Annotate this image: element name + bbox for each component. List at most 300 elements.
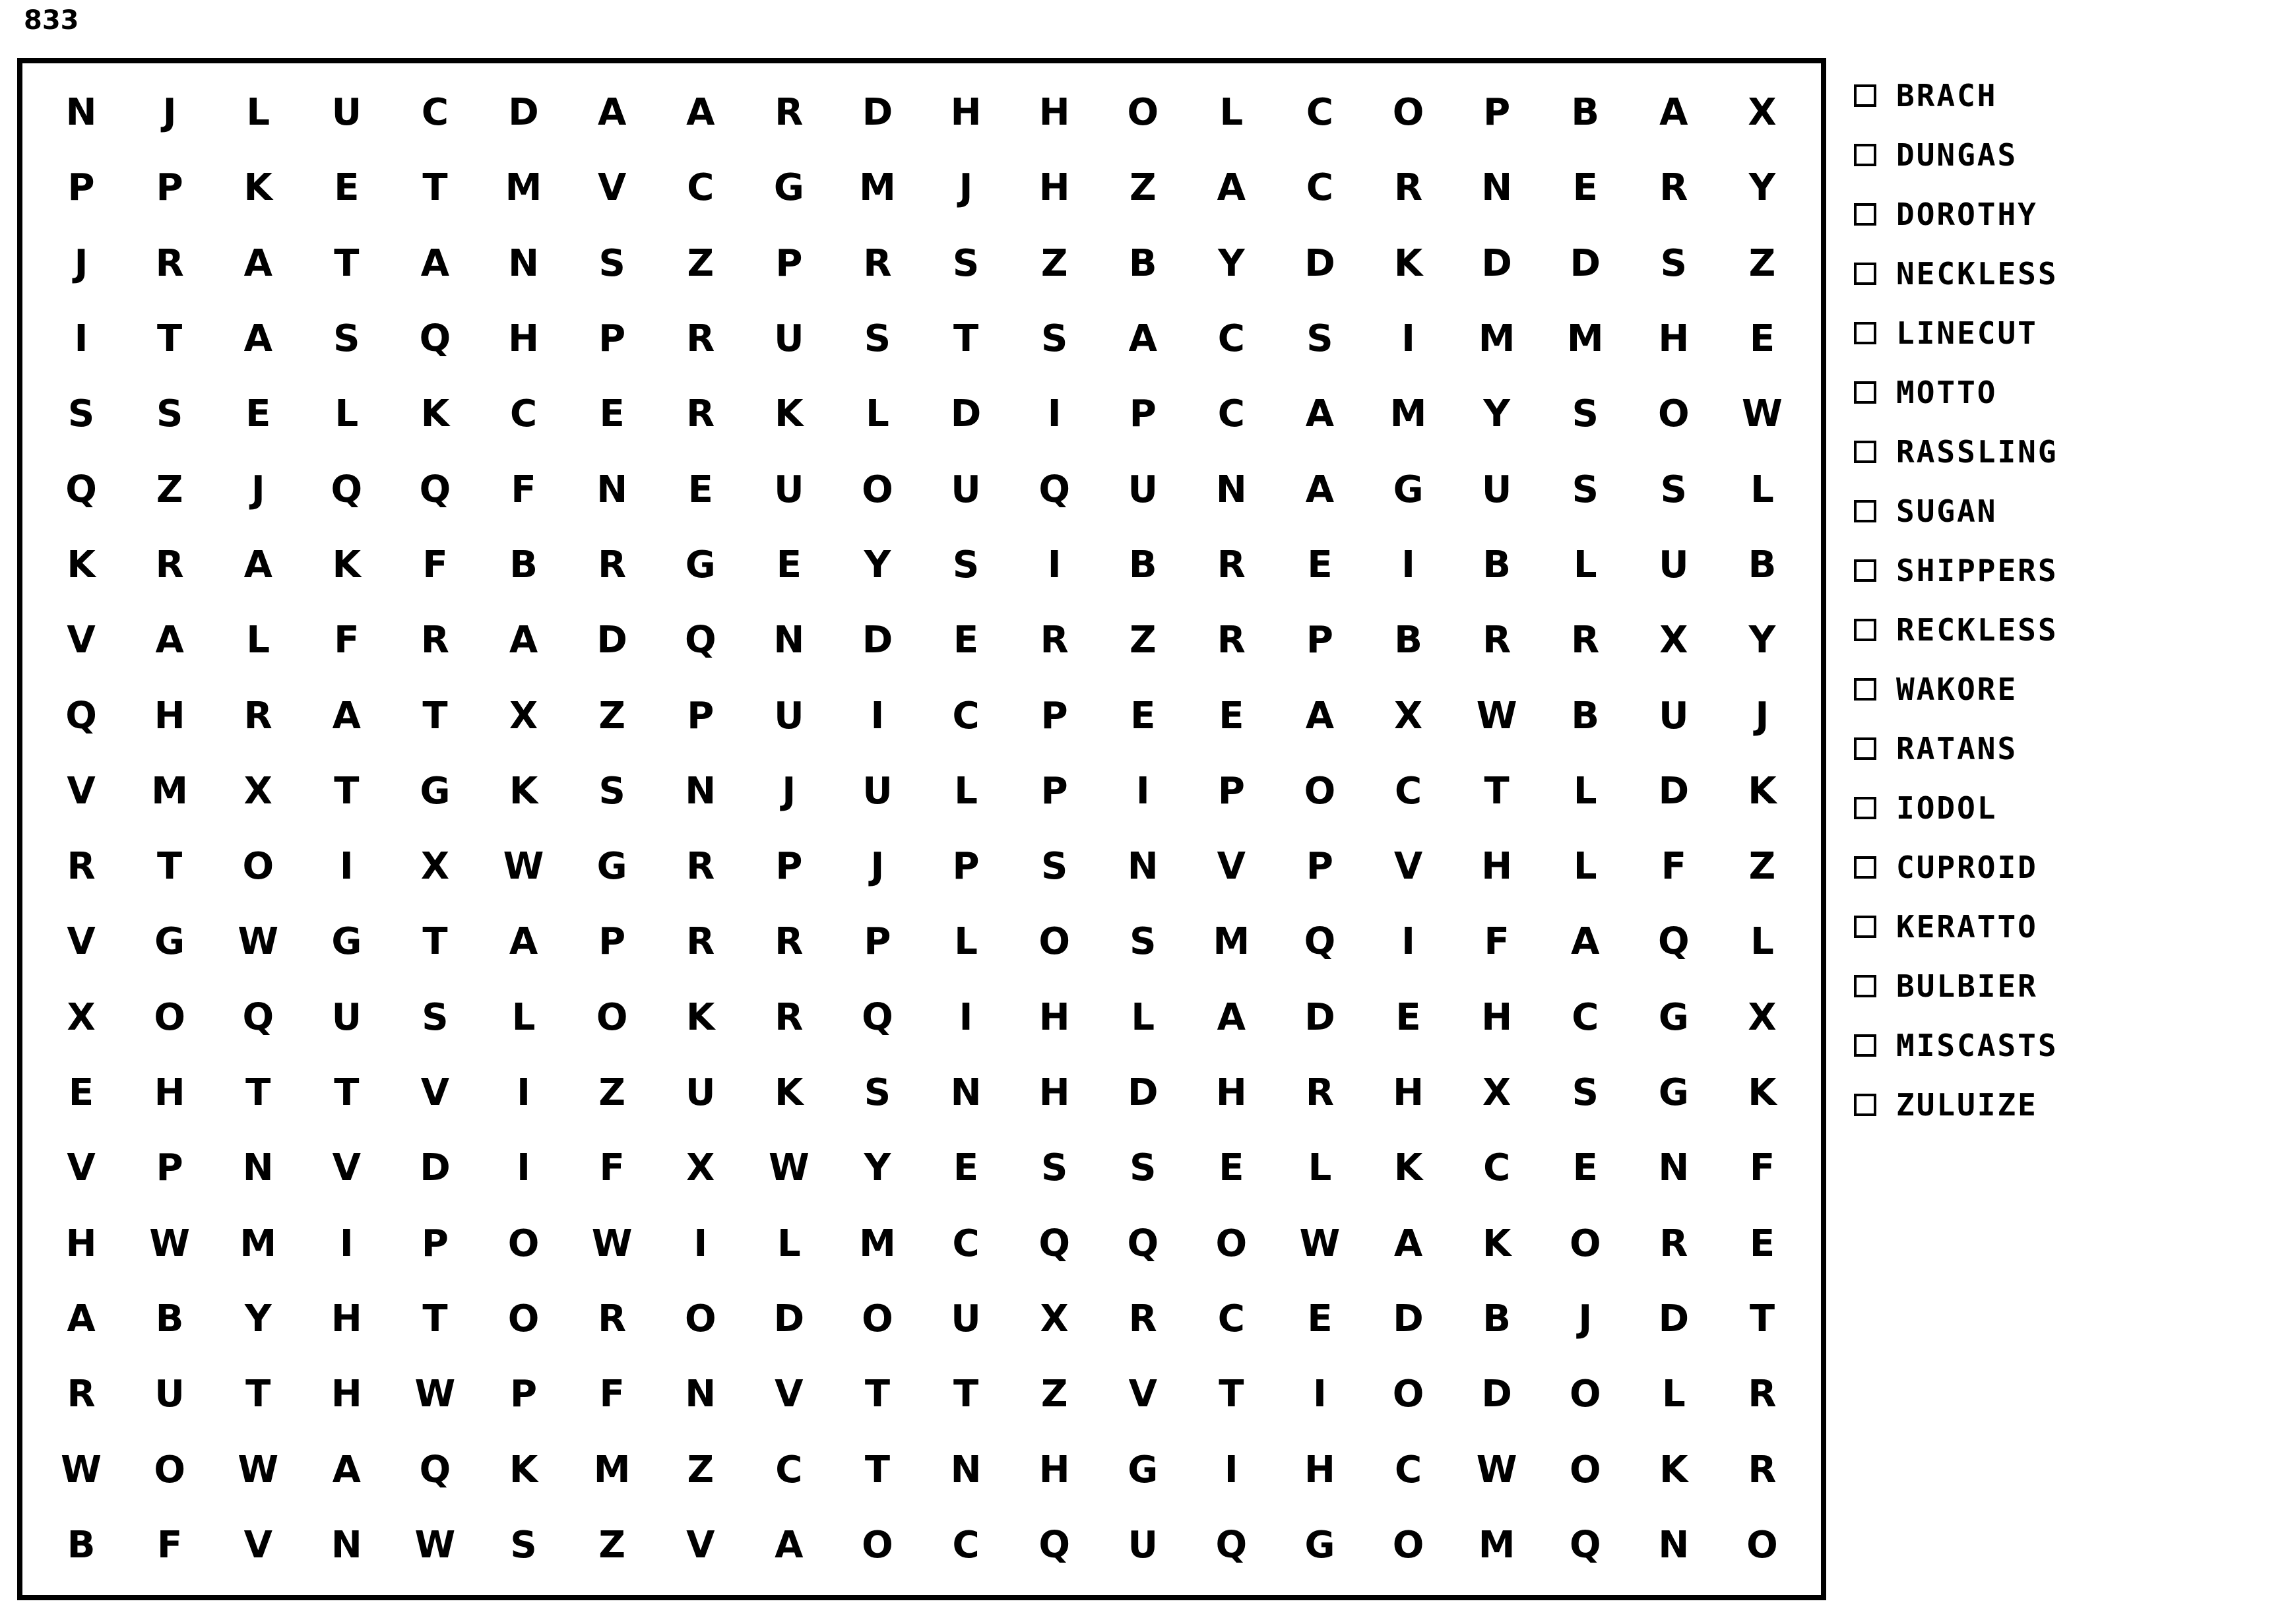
grid-letter[interactable]: O — [1392, 1523, 1424, 1567]
grid-letter[interactable]: R — [1393, 166, 1423, 210]
grid-letter[interactable]: Z — [598, 1523, 625, 1567]
checkbox-icon[interactable] — [1854, 797, 1876, 819]
word-list-item[interactable] — [1854, 363, 2263, 422]
grid-letter[interactable]: Q — [242, 995, 274, 1039]
grid-letter[interactable]: X — [1748, 995, 1777, 1039]
grid-letter[interactable]: H — [508, 317, 539, 361]
grid-letter[interactable]: K — [686, 995, 715, 1039]
grid-letter[interactable]: N — [65, 91, 97, 135]
grid-letter[interactable]: I — [959, 995, 973, 1039]
grid-letter[interactable]: Q — [419, 468, 451, 511]
grid-letter[interactable]: B — [1482, 543, 1511, 586]
grid-letter[interactable]: U — [154, 1373, 185, 1416]
grid-letter[interactable]: D — [1393, 1297, 1424, 1340]
grid-letter[interactable]: T — [334, 769, 360, 813]
grid-letter[interactable]: Y — [1218, 241, 1245, 285]
checkbox-icon[interactable] — [1854, 322, 1876, 344]
grid-letter[interactable]: I — [339, 845, 354, 889]
grid-letter[interactable]: F — [511, 468, 536, 511]
grid-letter[interactable]: I — [1135, 769, 1150, 813]
grid-letter[interactable]: A — [1128, 317, 1157, 361]
grid-letter[interactable]: Q — [419, 317, 451, 361]
word-list-item[interactable] — [1854, 541, 2263, 600]
grid-letter[interactable]: Q — [331, 468, 363, 511]
word-list-item[interactable] — [1854, 125, 2263, 185]
grid-letter[interactable]: H — [331, 1297, 362, 1340]
grid-letter[interactable]: P — [952, 845, 980, 889]
grid-letter[interactable]: T — [334, 1071, 360, 1115]
grid-letter[interactable]: B — [1571, 694, 1600, 737]
grid-letter[interactable]: X — [1393, 694, 1423, 737]
grid-letter[interactable]: O — [1569, 1448, 1601, 1491]
grid-letter[interactable]: P — [1040, 769, 1068, 813]
grid-letter[interactable]: X — [1659, 619, 1688, 662]
grid-letter[interactable]: L — [1219, 91, 1244, 135]
grid-letter[interactable]: A — [1217, 995, 1246, 1039]
grid-letter[interactable]: U — [774, 468, 804, 511]
grid-letter[interactable]: T — [1219, 1373, 1244, 1416]
grid-letter[interactable]: K — [67, 543, 96, 586]
grid-letter[interactable]: R — [686, 845, 715, 889]
grid-letter[interactable]: U — [774, 317, 804, 361]
grid-letter[interactable]: C — [952, 1222, 980, 1265]
grid-letter[interactable]: K — [509, 769, 538, 813]
grid-letter[interactable]: V — [332, 1146, 362, 1190]
grid-letter[interactable]: I — [870, 694, 885, 737]
grid-letter[interactable]: K — [775, 1071, 804, 1115]
grid-letter[interactable]: R — [243, 694, 272, 737]
grid-letter[interactable]: R — [1217, 619, 1246, 662]
grid-letter[interactable]: K — [509, 1448, 538, 1491]
grid-letter[interactable]: P — [156, 1146, 183, 1190]
grid-letter[interactable]: X — [67, 995, 96, 1039]
grid-letter[interactable]: L — [866, 392, 889, 436]
grid-letter[interactable]: D — [1658, 769, 1690, 813]
grid-letter[interactable]: G — [773, 166, 804, 210]
grid-letter[interactable]: T — [157, 845, 183, 889]
grid-letter[interactable]: D — [508, 91, 539, 135]
grid-letter[interactable]: G — [420, 769, 451, 813]
grid-letter[interactable]: K — [1482, 1222, 1512, 1265]
grid-letter[interactable]: O — [862, 1523, 893, 1567]
grid-letter[interactable]: U — [1128, 1523, 1158, 1567]
grid-letter[interactable]: X — [1482, 1071, 1512, 1115]
grid-letter[interactable]: L — [334, 392, 359, 436]
grid-letter[interactable]: R — [155, 241, 184, 285]
grid-letter[interactable]: U — [331, 91, 362, 135]
grid-letter[interactable]: V — [67, 619, 96, 662]
grid-letter[interactable]: E — [1572, 1146, 1598, 1190]
grid-letter[interactable]: A — [1305, 468, 1335, 511]
grid-letter[interactable]: V — [1217, 845, 1246, 889]
grid-letter[interactable]: N — [685, 769, 716, 813]
grid-letter[interactable]: T — [422, 1297, 448, 1340]
grid-letter[interactable]: L — [954, 920, 978, 964]
checkbox-icon[interactable] — [1854, 856, 1876, 879]
grid-letter[interactable]: N — [1658, 1146, 1690, 1190]
grid-letter[interactable]: A — [1393, 1222, 1423, 1265]
grid-letter[interactable]: G — [1658, 995, 1689, 1039]
grid-letter[interactable]: O — [507, 1297, 540, 1340]
grid-letter[interactable]: G — [1658, 1071, 1689, 1115]
grid-letter[interactable]: I — [1224, 1448, 1238, 1491]
grid-letter[interactable]: N — [1127, 845, 1159, 889]
grid-letter[interactable]: P — [1483, 91, 1511, 135]
grid-letter[interactable]: M — [1566, 317, 1604, 361]
grid-letter[interactable]: P — [1306, 845, 1333, 889]
grid-letter[interactable]: W — [61, 1448, 102, 1491]
grid-letter[interactable]: H — [1481, 845, 1513, 889]
grid-letter[interactable]: T — [245, 1373, 271, 1416]
grid-letter[interactable]: A — [1217, 166, 1246, 210]
grid-letter[interactable]: Z — [1748, 241, 1776, 285]
grid-letter[interactable]: I — [1401, 920, 1415, 964]
grid-letter[interactable]: Q — [1658, 920, 1690, 964]
grid-letter[interactable]: Y — [1748, 166, 1776, 210]
grid-letter[interactable]: O — [684, 1297, 716, 1340]
grid-letter[interactable]: D — [1658, 1297, 1690, 1340]
grid-letter[interactable]: O — [1658, 392, 1690, 436]
grid-letter[interactable]: R — [155, 543, 184, 586]
grid-letter[interactable]: W — [1742, 392, 1783, 436]
grid-letter[interactable]: C — [952, 1523, 980, 1567]
grid-letter[interactable]: H — [950, 91, 982, 135]
grid-letter[interactable]: P — [1040, 694, 1068, 737]
grid-letter[interactable]: X — [243, 769, 272, 813]
word-list-item[interactable] — [1854, 1075, 2263, 1135]
word-list-item[interactable] — [1854, 185, 2263, 244]
grid-letter[interactable]: P — [1129, 392, 1157, 436]
grid-letter[interactable]: A — [332, 694, 362, 737]
grid-letter[interactable]: U — [1128, 468, 1158, 511]
grid-letter[interactable]: M — [1478, 1523, 1515, 1567]
grid-letter[interactable]: Z — [1129, 166, 1157, 210]
grid-letter[interactable]: B — [1128, 543, 1157, 586]
grid-letter[interactable]: F — [1749, 1146, 1775, 1190]
grid-letter[interactable]: N — [950, 1448, 982, 1491]
grid-letter[interactable]: T — [953, 1373, 979, 1416]
grid-letter[interactable]: C — [1217, 317, 1245, 361]
grid-letter[interactable]: R — [686, 920, 715, 964]
grid-letter[interactable]: N — [596, 468, 628, 511]
grid-letter[interactable]: R — [686, 317, 715, 361]
grid-letter[interactable]: S — [67, 392, 95, 436]
grid-letter[interactable]: D — [862, 91, 893, 135]
grid-letter[interactable]: X — [1748, 91, 1777, 135]
grid-letter[interactable]: S — [1306, 317, 1333, 361]
word-list-item[interactable] — [1854, 897, 2263, 956]
grid-letter[interactable]: L — [1308, 1146, 1332, 1190]
grid-letter[interactable]: D — [1128, 1071, 1159, 1115]
checkbox-icon[interactable] — [1854, 619, 1876, 641]
grid-letter[interactable]: Q — [65, 468, 97, 511]
grid-letter[interactable]: R — [775, 920, 804, 964]
grid-letter[interactable]: S — [422, 995, 449, 1039]
grid-letter[interactable]: C — [1217, 392, 1245, 436]
grid-letter[interactable]: L — [954, 769, 978, 813]
grid-letter[interactable]: B — [1394, 619, 1422, 662]
grid-letter[interactable]: W — [238, 920, 279, 964]
grid-letter[interactable]: K — [1659, 1448, 1688, 1491]
grid-letter[interactable]: M — [593, 1448, 631, 1491]
grid-letter[interactable]: J — [251, 468, 265, 511]
grid-letter[interactable]: D — [1481, 241, 1512, 285]
grid-letter[interactable]: H — [1393, 1071, 1424, 1115]
grid-letter[interactable]: E — [1749, 317, 1775, 361]
grid-letter[interactable]: Q — [684, 619, 716, 662]
grid-letter[interactable]: S — [1130, 920, 1157, 964]
checkbox-icon[interactable] — [1854, 441, 1876, 463]
grid-letter[interactable]: L — [511, 995, 536, 1039]
grid-letter[interactable]: P — [775, 845, 803, 889]
grid-letter[interactable]: P — [156, 166, 183, 210]
grid-letter[interactable]: B — [1128, 241, 1157, 285]
grid-letter[interactable]: I — [1313, 1373, 1327, 1416]
grid-letter[interactable]: E — [334, 166, 360, 210]
grid-letter[interactable]: H — [1215, 1071, 1247, 1115]
grid-letter[interactable]: N — [242, 1146, 274, 1190]
grid-letter[interactable]: V — [243, 1523, 272, 1567]
grid-letter[interactable]: S — [1572, 392, 1599, 436]
grid-letter[interactable]: S — [333, 317, 360, 361]
grid-letter[interactable]: L — [777, 1222, 801, 1265]
word-list-item[interactable] — [1854, 303, 2263, 363]
grid-letter[interactable]: L — [1750, 920, 1774, 964]
grid-letter[interactable]: R — [1128, 1297, 1157, 1340]
grid-letter[interactable]: V — [67, 1146, 96, 1190]
grid-letter[interactable]: O — [1127, 91, 1159, 135]
grid-letter[interactable]: U — [1659, 543, 1689, 586]
grid-letter[interactable]: B — [1571, 91, 1600, 135]
grid-letter[interactable]: T — [157, 317, 183, 361]
grid-letter[interactable]: W — [1476, 694, 1517, 737]
grid-letter[interactable]: P — [510, 1373, 538, 1416]
grid-letter[interactable]: G — [331, 920, 362, 964]
grid-letter[interactable]: E — [1572, 166, 1598, 210]
grid-letter[interactable]: W — [238, 1448, 279, 1491]
grid-letter[interactable]: O — [242, 845, 274, 889]
grid-letter[interactable]: E — [1219, 1146, 1244, 1190]
word-list-item[interactable] — [1854, 719, 2263, 778]
grid-letter[interactable]: T — [953, 317, 979, 361]
grid-letter[interactable]: Q — [1569, 1523, 1601, 1567]
grid-letter[interactable]: O — [1569, 1222, 1601, 1265]
grid-letter[interactable]: M — [505, 166, 542, 210]
grid-letter[interactable]: G — [1304, 1523, 1335, 1567]
grid-letter[interactable]: Q — [1127, 1222, 1159, 1265]
grid-letter[interactable]: A — [67, 1297, 96, 1340]
grid-letter[interactable]: N — [1658, 1523, 1690, 1567]
grid-letter[interactable]: R — [420, 619, 449, 662]
grid-letter[interactable]: A — [1659, 91, 1688, 135]
grid-letter[interactable]: Q — [1038, 1222, 1070, 1265]
grid-letter[interactable]: C — [1483, 1146, 1511, 1190]
grid-letter[interactable]: A — [1305, 392, 1335, 436]
grid-letter[interactable]: C — [1394, 1448, 1422, 1491]
grid-letter[interactable]: R — [686, 392, 715, 436]
grid-letter[interactable]: O — [1392, 91, 1424, 135]
grid-letter[interactable]: P — [775, 241, 803, 285]
grid-letter[interactable]: E — [68, 1071, 94, 1115]
grid-letter[interactable]: Y — [1483, 392, 1510, 436]
grid-letter[interactable]: E — [1749, 1222, 1775, 1265]
grid-letter[interactable]: Z — [687, 1448, 715, 1491]
grid-letter[interactable]: S — [1660, 241, 1688, 285]
grid-letter[interactable]: U — [685, 1071, 716, 1115]
grid-letter[interactable]: H — [154, 694, 185, 737]
grid-letter[interactable]: S — [864, 317, 891, 361]
grid-letter[interactable]: S — [952, 241, 980, 285]
grid-letter[interactable]: Q — [1038, 1523, 1070, 1567]
grid-letter[interactable]: W — [768, 1146, 810, 1190]
grid-letter[interactable]: J — [74, 241, 88, 285]
grid-letter[interactable]: H — [1038, 995, 1070, 1039]
grid-letter[interactable]: P — [687, 694, 715, 737]
grid-letter[interactable]: Q — [1304, 920, 1336, 964]
grid-letter[interactable]: P — [67, 166, 95, 210]
grid-letter[interactable]: W — [414, 1373, 456, 1416]
grid-letter[interactable]: C — [509, 392, 538, 436]
grid-letter[interactable]: R — [1040, 619, 1069, 662]
grid-letter[interactable]: F — [599, 1373, 625, 1416]
grid-letter[interactable]: O — [507, 1222, 540, 1265]
grid-letter[interactable]: S — [1130, 1146, 1157, 1190]
grid-letter[interactable]: W — [149, 1222, 191, 1265]
grid-letter[interactable]: A — [775, 1523, 804, 1567]
grid-letter[interactable]: Z — [1040, 1373, 1068, 1416]
grid-letter[interactable]: D — [773, 1297, 805, 1340]
grid-letter[interactable]: H — [1304, 1448, 1335, 1491]
grid-letter[interactable]: T — [422, 166, 448, 210]
grid-letter[interactable]: P — [598, 920, 626, 964]
grid-letter[interactable]: I — [517, 1071, 530, 1115]
grid-letter[interactable]: Y — [864, 1146, 891, 1190]
grid-letter[interactable]: S — [864, 1071, 891, 1115]
grid-letter[interactable]: Q — [65, 694, 97, 737]
grid-letter[interactable]: S — [1040, 845, 1068, 889]
grid-letter[interactable]: N — [773, 619, 805, 662]
grid-letter[interactable]: P — [1306, 619, 1333, 662]
word-list-item[interactable] — [1854, 838, 2263, 897]
grid-letter[interactable]: O — [154, 1448, 185, 1491]
grid-letter[interactable]: J — [1755, 694, 1769, 737]
grid-letter[interactable]: O — [1392, 1373, 1424, 1416]
grid-letter[interactable]: R — [1217, 543, 1246, 586]
grid-letter[interactable]: C — [1572, 995, 1599, 1039]
checkbox-icon[interactable] — [1854, 263, 1876, 285]
grid-letter[interactable]: A — [243, 241, 272, 285]
grid-letter[interactable]: H — [1038, 1448, 1070, 1491]
grid-letter[interactable]: M — [1213, 920, 1250, 964]
grid-letter[interactable]: G — [1128, 1448, 1159, 1491]
word-list-item[interactable] — [1854, 66, 2263, 125]
grid-letter[interactable]: J — [959, 166, 973, 210]
grid-letter[interactable]: V — [67, 920, 96, 964]
grid-letter[interactable]: M — [151, 769, 188, 813]
grid-letter[interactable]: R — [67, 845, 96, 889]
grid-letter[interactable]: C — [421, 91, 449, 135]
grid-letter[interactable]: R — [1659, 1222, 1688, 1265]
grid-letter[interactable]: U — [1659, 694, 1689, 737]
grid-letter[interactable]: O — [1746, 1523, 1778, 1567]
grid-letter[interactable]: K — [1748, 769, 1777, 813]
grid-letter[interactable]: K — [243, 166, 272, 210]
grid-letter[interactable]: B — [509, 543, 538, 586]
grid-letter[interactable]: O — [596, 995, 628, 1039]
grid-letter[interactable]: R — [775, 995, 804, 1039]
checkbox-icon[interactable] — [1854, 916, 1876, 938]
grid-letter[interactable]: S — [1572, 1071, 1599, 1115]
word-list-item[interactable] — [1854, 600, 2263, 660]
word-list-item[interactable] — [1854, 778, 2263, 838]
grid-letter[interactable]: U — [951, 468, 981, 511]
grid-letter[interactable]: F — [334, 619, 360, 662]
grid-letter[interactable]: R — [598, 543, 627, 586]
grid-letter[interactable]: R — [1482, 619, 1512, 662]
grid-letter[interactable]: V — [67, 769, 96, 813]
grid-letter[interactable]: T — [334, 241, 360, 285]
grid-letter[interactable]: R — [1305, 1071, 1334, 1115]
grid-letter[interactable]: A — [243, 317, 272, 361]
grid-letter[interactable]: I — [693, 1222, 708, 1265]
grid-letter[interactable]: D — [1570, 241, 1601, 285]
grid-letter[interactable]: S — [510, 1523, 537, 1567]
grid-letter[interactable]: O — [1038, 920, 1070, 964]
grid-letter[interactable]: U — [862, 769, 893, 813]
grid-letter[interactable]: Y — [1748, 619, 1776, 662]
grid-letter[interactable]: A — [597, 91, 627, 135]
grid-letter[interactable]: N — [1215, 468, 1247, 511]
grid-letter[interactable]: Y — [244, 1297, 272, 1340]
grid-letter[interactable]: G — [1393, 468, 1424, 511]
grid-letter[interactable]: W — [591, 1222, 633, 1265]
grid-letter[interactable]: X — [1040, 1297, 1069, 1340]
grid-letter[interactable]: A — [243, 543, 272, 586]
grid-letter[interactable]: T — [1749, 1297, 1775, 1340]
grid-letter[interactable]: H — [1038, 1071, 1070, 1115]
grid-letter[interactable]: C — [687, 166, 715, 210]
grid-letter[interactable]: S — [156, 392, 183, 436]
grid-letter[interactable]: S — [598, 241, 625, 285]
grid-letter[interactable]: M — [1478, 317, 1515, 361]
checkbox-icon[interactable] — [1854, 678, 1876, 701]
grid-letter[interactable]: N — [950, 1071, 982, 1115]
grid-letter[interactable]: T — [864, 1448, 891, 1491]
grid-letter[interactable]: G — [685, 543, 716, 586]
grid-letter[interactable]: I — [74, 317, 88, 361]
grid-letter[interactable]: V — [1393, 845, 1423, 889]
grid-letter[interactable]: R — [1571, 619, 1600, 662]
grid-letter[interactable]: E — [776, 543, 802, 586]
grid-letter[interactable]: A — [686, 91, 715, 135]
grid-letter[interactable]: O — [862, 1297, 893, 1340]
grid-letter[interactable]: R — [775, 91, 804, 135]
grid-letter[interactable]: W — [414, 1523, 456, 1567]
grid-letter[interactable]: A — [1305, 694, 1335, 737]
grid-letter[interactable]: C — [1217, 1297, 1245, 1340]
grid-letter[interactable]: I — [1401, 543, 1415, 586]
grid-letter[interactable]: M — [239, 1222, 277, 1265]
grid-letter[interactable]: H — [1038, 166, 1070, 210]
grid-letter[interactable]: J — [870, 845, 885, 889]
grid-letter[interactable]: X — [420, 845, 450, 889]
word-list-item[interactable] — [1854, 660, 2263, 719]
checkbox-icon[interactable] — [1854, 559, 1876, 582]
grid-letter[interactable]: Z — [1748, 845, 1776, 889]
grid-letter[interactable]: A — [509, 619, 538, 662]
grid-letter[interactable]: J — [1578, 1297, 1593, 1340]
grid-letter[interactable]: W — [1299, 1222, 1341, 1265]
